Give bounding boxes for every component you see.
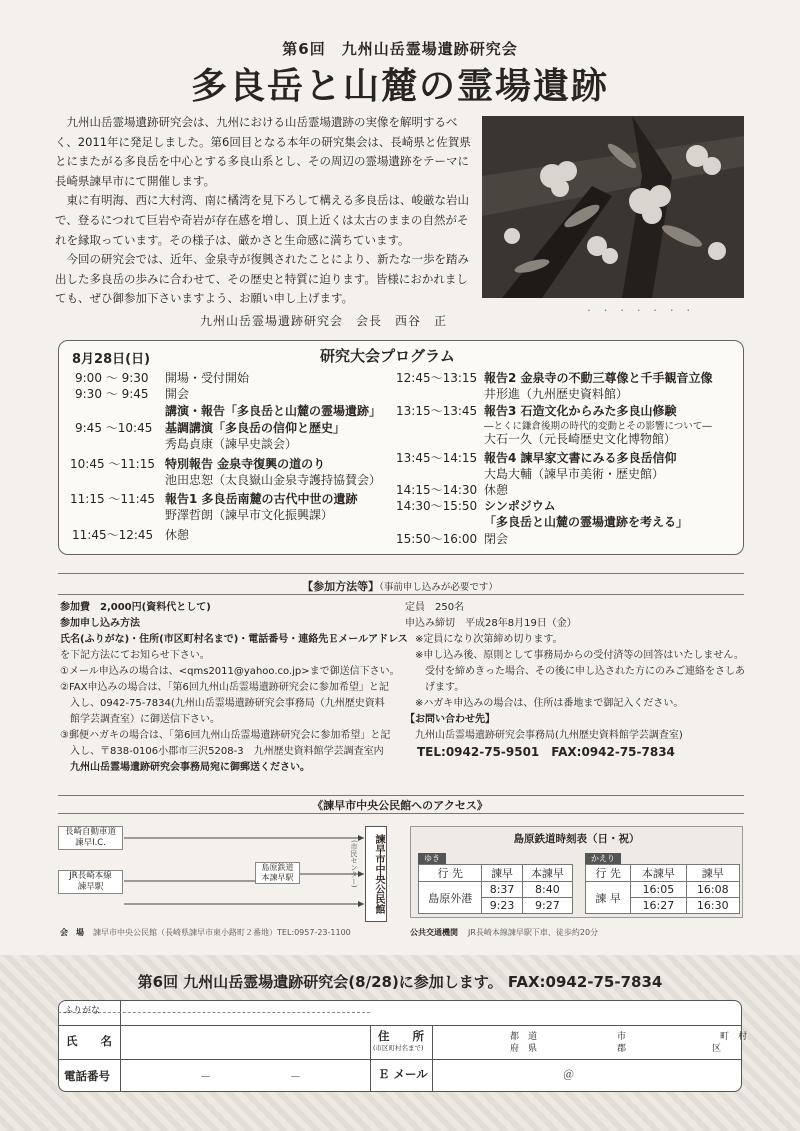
timetable-time: 9:23 [482, 898, 522, 914]
intro-text [55, 113, 475, 309]
map-node-jr: JR長崎本線 諫早駅 [58, 870, 123, 894]
program-item: 講演・報告「多良岳と山麓の霊場遺跡」 [165, 404, 382, 418]
note-line: ※申し込み後、原則として事務局からの受付済等の回答はいたしません。 [405, 650, 744, 661]
timetable-time: 16:27 [631, 898, 686, 914]
apply-fax-line: 入し、0942-75-7834(九州山岳霊場遺跡研究会事務局（九州歴史資料 [60, 698, 385, 709]
contact-line: 九州山岳霊場遺跡研究会事務局(九州歴史資料館学芸調査室) [405, 730, 683, 741]
city-label: 市 [617, 1032, 627, 1042]
program-row [75, 387, 189, 402]
signature: 九州山岳霊場遺跡研究会 会長 西谷 正 [200, 314, 448, 328]
note-line: ※定員になり次第締め切ります。 [405, 634, 563, 645]
program-time: 14:30～15:50 [396, 499, 478, 513]
program-title: 研究大会プログラム [320, 347, 455, 365]
transport-label: 公共交通機関 [410, 928, 458, 937]
town-label: 町 村 [720, 1032, 748, 1042]
timetable-destination: 諫 早 [586, 882, 631, 914]
address-label: 住 所 [378, 1029, 424, 1043]
mountain-flower-photo [482, 116, 744, 298]
participation-heading-note: （事前申し込みが必要です） [379, 582, 498, 593]
email-label: Ｅ メール [378, 1067, 428, 1081]
program-time: 9:00 ～ 9:30 [75, 371, 149, 385]
timetable-header: 諫早 [686, 865, 740, 882]
transport-text: JR長崎本線諫早駅下車、徒歩約20分 [468, 928, 599, 937]
participation-right [405, 600, 745, 760]
program-row [396, 499, 556, 514]
program-row [70, 457, 325, 472]
program-row [396, 483, 508, 498]
venue-label: 会 場 [60, 928, 84, 937]
divider [58, 813, 744, 814]
program-row [396, 532, 508, 547]
destination-subname: (市民センター) [350, 840, 358, 888]
form-divider [58, 1059, 742, 1060]
program-row [396, 371, 713, 386]
outbound-label: ゆき [418, 853, 446, 864]
phone-label: 電話番号 [64, 1069, 110, 1083]
phone-separator: － [200, 1070, 211, 1083]
participation-heading [0, 578, 800, 594]
program-row [72, 528, 189, 543]
pref-label: 府 県 [510, 1044, 538, 1054]
program-item: シンポジウム [484, 499, 556, 513]
timetable-time: 8:40 [522, 882, 572, 898]
timetable-time: 16:08 [686, 882, 740, 898]
divider [58, 573, 744, 574]
form-headline: 第6回 九州山岳霊場遺跡研究会(8/28)に参加します。 FAX:0942-75-7834 [137, 973, 663, 991]
apply-method-heading: 参加申し込み方法 [60, 618, 140, 629]
program-speaker: 井形進（九州歴史資料館） [484, 387, 629, 401]
program-item: 開場・受付開始 [165, 371, 250, 385]
program-row [75, 371, 249, 386]
form-divider [120, 1000, 121, 1092]
apply-email-line: ①メール申込みの場合は、<qms2011@yahoo.co.jp>まで御送信下さい。 [60, 666, 400, 677]
deadline-line: 申込み締切 平成28年8月19日（金） [405, 618, 577, 629]
venue-text: 諫早市中央公民館（長崎県諫早市東小路町２番地）TEL:0957-23-1100 [93, 928, 351, 937]
program-time: 15:50～16:00 [396, 532, 478, 546]
divider [58, 795, 744, 796]
program-item: 特別報告 金泉寺復興の道のり [165, 457, 326, 471]
program-speaker: 秀島貞康（諫早史談会） [165, 437, 298, 451]
return-timetable [585, 864, 740, 914]
program-time: 11:45～12:45 [72, 528, 154, 542]
apply-postcard-line: ③郵便ハガキの場合は、「第6回九州山岳霊場遺跡研究会に参加希望」と記 [60, 730, 391, 741]
timetable-header: 本諫早 [522, 865, 572, 882]
program-time: 14:15～14:30 [396, 483, 478, 497]
phone-field[interactable] [125, 1061, 370, 1091]
program-time: 10:45 ～11:15 [70, 457, 155, 471]
participation-heading-text: 【参加方法等】 [302, 580, 380, 593]
fee-line: 参加費 2,000円(資料代として) [60, 602, 211, 613]
event-subtitle: 第6回 九州山岳霊場遺跡研究会 [282, 40, 518, 58]
timetable-time: 16:05 [631, 882, 686, 898]
program-item: 報告1 多良岳南麓の古代中世の遺跡 [165, 492, 358, 506]
program-item: 報告3 石造文化からみた多良山修験 [484, 404, 677, 418]
program-item: 開会 [165, 387, 190, 401]
program-time: 13:45～14:15 [396, 451, 478, 465]
apply-info-line: を下記方法にてお知らせ下さい。 [60, 650, 210, 661]
map-node-ic: 長崎自動車道 諫早I.C. [58, 826, 123, 850]
note-line: 受付を締めきった場合、その後に申し込された方にのみご連絡をさしあ [405, 666, 745, 677]
email-at: ＠ [563, 1068, 574, 1081]
timetable-destination: 島原外港 [419, 882, 482, 914]
program-row [396, 404, 677, 419]
program-item: 休憩 [484, 483, 509, 497]
timetable-time: 9:27 [522, 898, 572, 914]
address-field[interactable] [437, 1026, 740, 1058]
participation-left [60, 600, 408, 776]
note-line: げます。 [405, 682, 465, 693]
program-row [75, 421, 345, 436]
timetable-time: 8:37 [482, 882, 522, 898]
timetable-header: 行 先 [419, 865, 482, 882]
intro-paragraph: 東に有明海、西に大村湾、南に橘湾を見下ろして構える多良岳は、峻厳な岩山で、登るにつれて巨岩や奇岩が存在感を増し、頂上近くは太古のままの自然がそれを縁取っています。その様子は、厳かさと生命感に満ちています。 [55, 193, 469, 247]
map-node-shimatetsu: 島原鉄道 本諫早駅 [255, 862, 300, 884]
note-line: ※ハガキ申込みの場合は、住所は番地まで御記入ください。 [405, 698, 684, 709]
outbound-timetable [418, 864, 573, 914]
apply-fax-line: ②FAX申込みの場合は、「第6回九州山岳霊場遺跡研究会に参加希望」と記 [60, 682, 389, 693]
program-row [70, 492, 358, 507]
timetable-header: 本諫早 [631, 865, 686, 882]
furigana-field[interactable] [125, 1001, 370, 1011]
town-label: 区 [712, 1044, 722, 1054]
program-time: 9:45 ～10:45 [75, 421, 153, 435]
program-time: 11:15 ～11:45 [70, 492, 155, 506]
program-time: 12:45～13:15 [396, 371, 478, 385]
program-item: 閉会 [484, 532, 509, 546]
email-field[interactable] [437, 1061, 740, 1091]
program-item: 休憩 [165, 528, 190, 542]
name-field[interactable] [125, 1014, 370, 1059]
program-speaker: 大石一久（元長崎歴史文化博物館） [484, 432, 677, 446]
timetable-header: 行 先 [586, 865, 631, 882]
program-item: 基調講演「多良岳の信仰と歴史」 [165, 421, 346, 435]
apply-postcard-line: 入し、〒838-0106小郡市三沢5208-3 九州歴史資料館学芸調査室内 [60, 746, 384, 757]
furigana-label: ふりがな [64, 1006, 101, 1016]
apply-postcard-line: 九州山岳霊場遺跡研究会事務局宛に御郵送ください。 [60, 762, 310, 773]
map-node-destination [365, 826, 387, 922]
program-subtitle: ―とくに鎌倉後期の時代的変動とその影響について― [484, 421, 712, 432]
pref-label: 都 道 [510, 1032, 538, 1042]
apply-info-line: 氏名(ふりがな)・住所(市区町村名まで)・電話番号・連絡先Ｅメールアドレス [60, 634, 408, 645]
program-speaker: 野澤哲朗（諫早市文化振興課） [165, 508, 334, 522]
access-map-lines [120, 826, 365, 916]
program-item: 報告4 諫早家文書にみる多良岳信仰 [484, 451, 677, 465]
photo-caption: ・ ・ ・ ・ ・ ・ ・ [585, 306, 696, 315]
destination-name: 諫早市中央公民館 [373, 834, 384, 914]
timetable-title: 島原鉄道時刻表（日・祝） [513, 833, 640, 845]
contact-phone-line: TEL:0942-75-9501 FAX:0942-75-7834 [405, 745, 675, 759]
timetable-time: 16:30 [686, 898, 740, 914]
event-title: 多良岳と山麓の霊場遺跡 [190, 65, 609, 107]
program-speaker: 大島大輔（諫早市美術・歴史館） [484, 467, 665, 481]
program-row [396, 451, 677, 466]
intro-paragraph: 九州山岳霊場遺跡研究会は、九州における山岳霊場遺跡の実像を解明するべく、2011年に発足しました。第6回目となる本年の研究集会は、長崎県と佐賀県とにまたがる多良岳を中心とする多良山系とし、その周辺の霊場遺跡をテーマに長崎県諫早市にて開催します。 [55, 115, 471, 188]
program-item: 報告2 金泉寺の不動三尊像と千手観音立像 [484, 371, 713, 385]
program-item: 「多良岳と山麓の霊場遺跡を考える」 [484, 515, 689, 529]
divider [58, 594, 744, 595]
timetable-header: 諫早 [482, 865, 522, 882]
apply-fax-line: 館学芸調査室）に御送信下さい。 [60, 714, 220, 725]
address-note: (市区町村名まで) [373, 1044, 424, 1052]
form-divider [58, 1012, 370, 1013]
intro-paragraph: 今回の研究会では、近年、金泉寺が復興されたことにより、新たな一歩を踏み出した多良岳の歩みに合わせて、その歴史と特質に迫ります。皆様におかれましても、ぜひ御参加下さいますよう、お願い申し上げます。 [55, 252, 469, 306]
access-heading: 《諫早市中央公民館へのアクセス》 [312, 799, 488, 812]
program-time: 9:30 ～ 9:45 [75, 387, 149, 401]
name-label: 氏 名 [66, 1034, 112, 1048]
phone-separator: － [290, 1070, 301, 1083]
contact-heading: 【お問い合わせ先】 [405, 714, 495, 725]
program-time: 13:15～13:45 [396, 404, 478, 418]
program-date: 8月28日(日) [72, 352, 151, 367]
capacity-line: 定員 250名 [405, 602, 465, 613]
city-label: 郡 [617, 1044, 627, 1054]
return-label: かえり [585, 853, 621, 864]
program-speaker: 池田忠恕（太良嶽山金泉寺護持協賛会） [165, 473, 382, 487]
